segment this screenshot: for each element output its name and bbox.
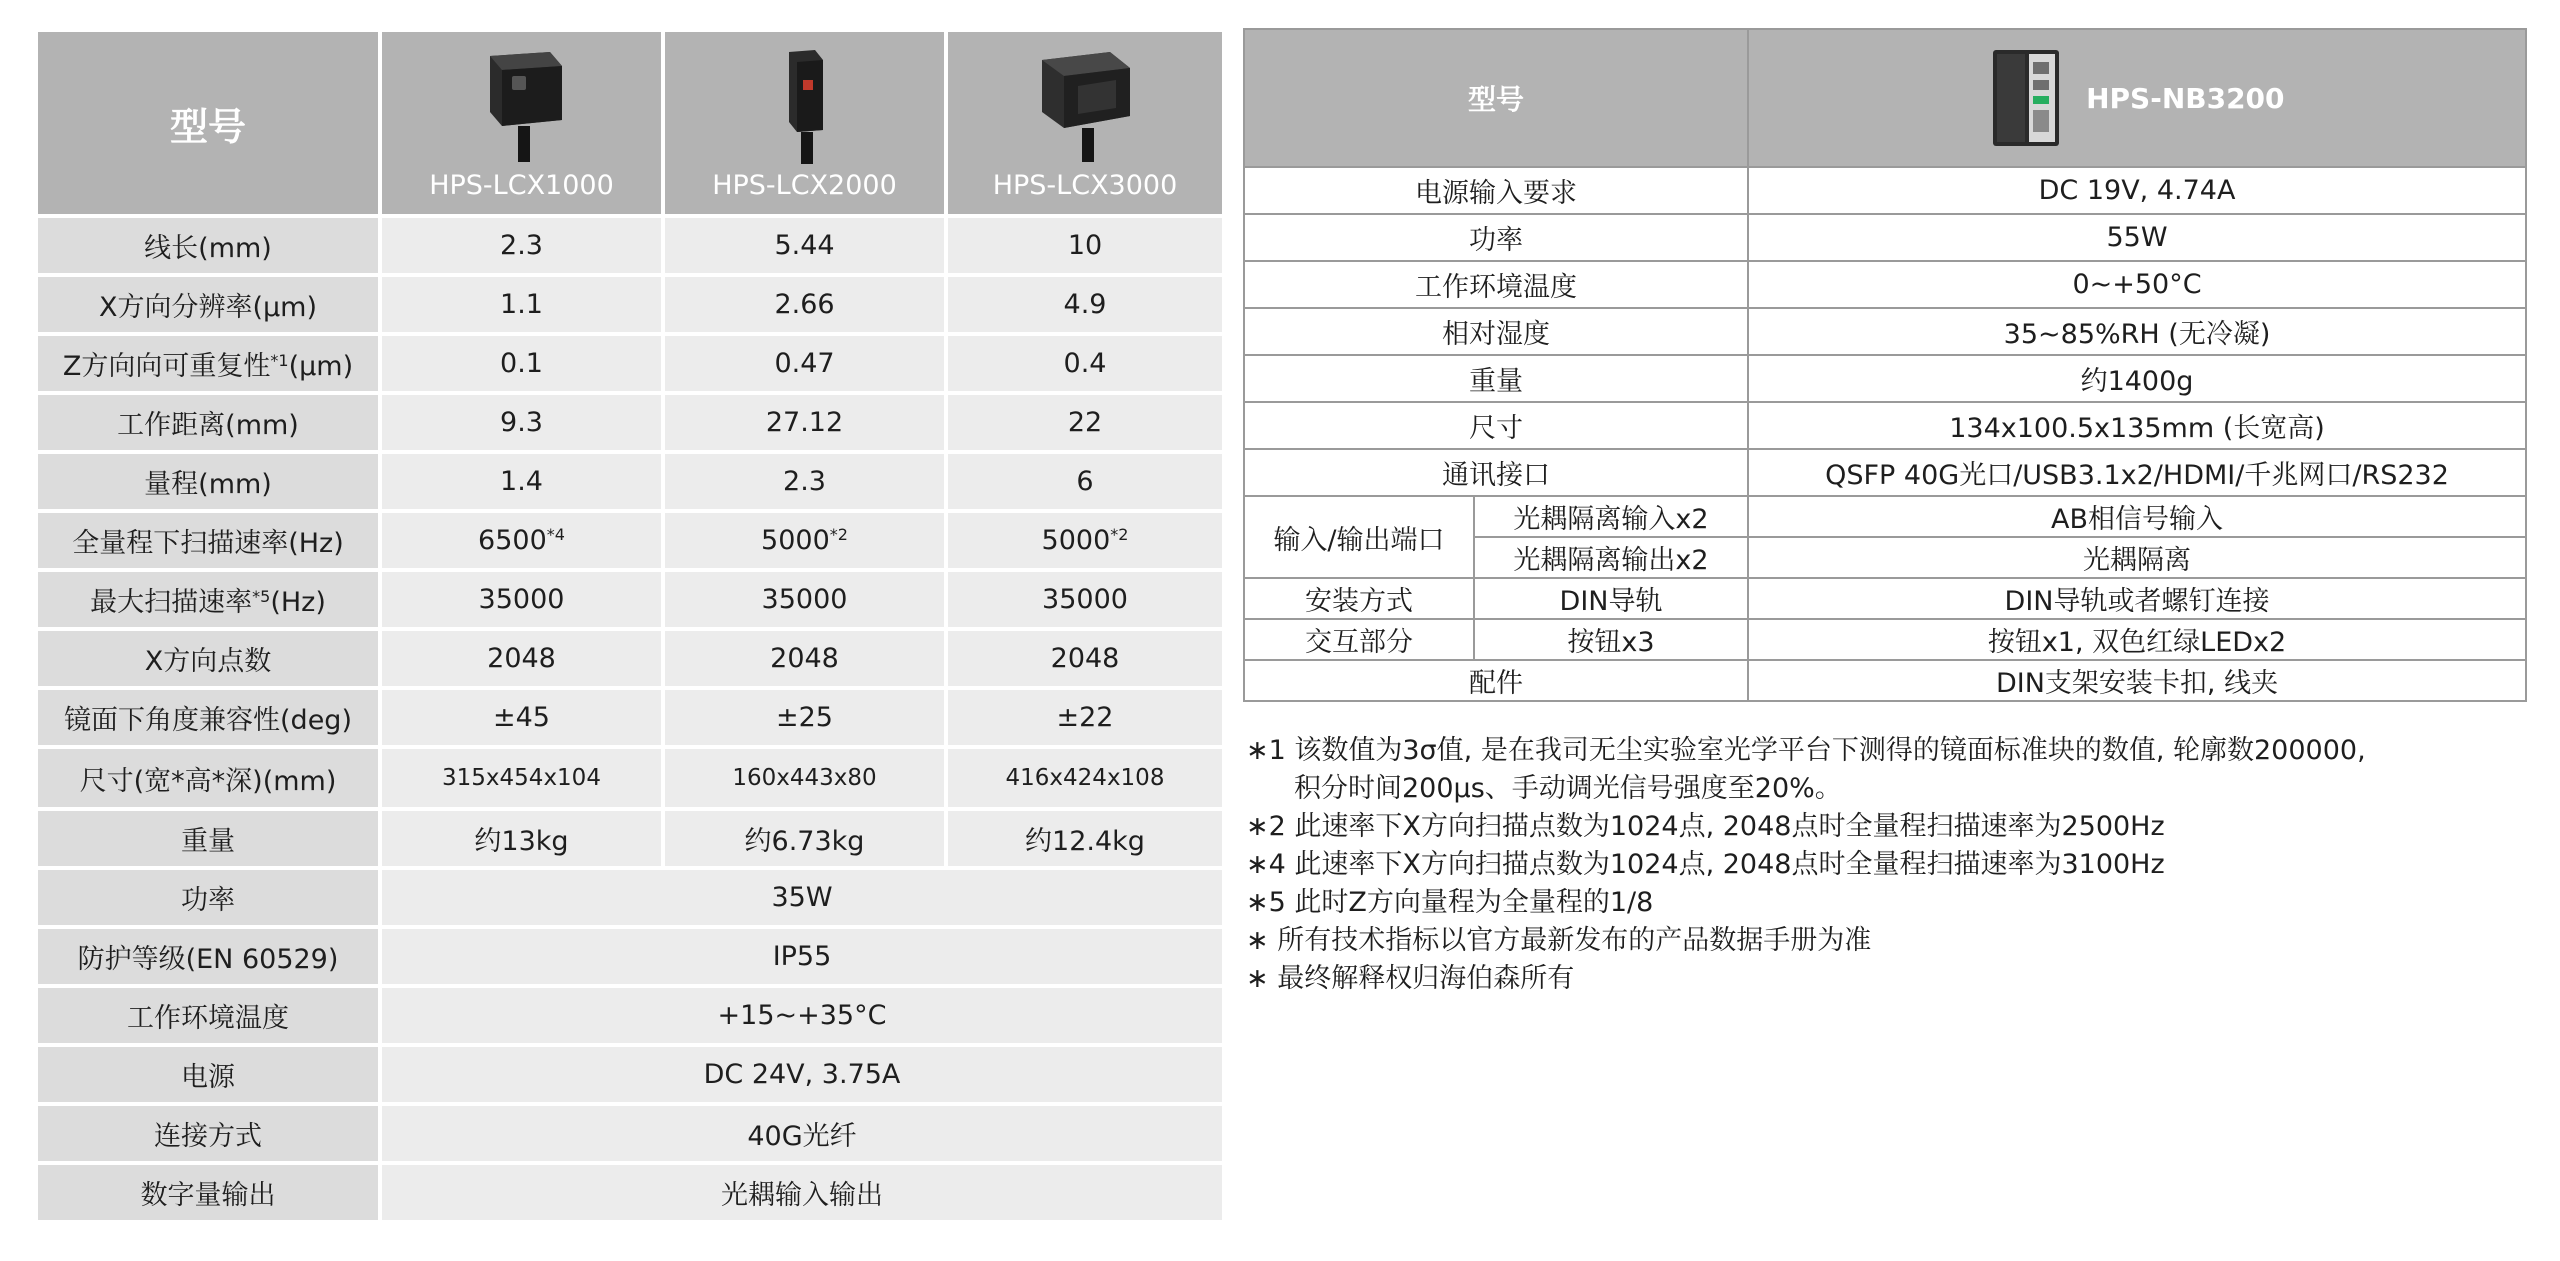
row-label-full-range-scan-rate: 全量程下扫描速率(Hz) xyxy=(36,511,380,570)
cell-value: DIN支架安装卡扣, 线夹 xyxy=(1748,660,2526,701)
footnotes xyxy=(1246,732,2546,998)
cell-value: AB相信号输入 xyxy=(1748,496,2526,537)
model-column-lcx1000 xyxy=(380,30,663,216)
cell-value: 约1400g xyxy=(1748,355,2526,402)
sensor-spec-table xyxy=(34,28,1226,1224)
value-main: 6500 xyxy=(478,525,547,556)
row-label-range: 量程(mm) xyxy=(36,452,380,511)
cell-value: 134x100.5x135mm (长宽高) xyxy=(1748,402,2526,449)
row-label-connection: 连接方式 xyxy=(36,1104,380,1163)
row-label-size: 尺寸 xyxy=(1244,402,1748,449)
cell-value: DC 19V, 4.74A xyxy=(1748,167,2526,214)
footnote-4: ∗4 此速率下X方向扫描点数为1024点, 2048点时全量程扫描速率为3100Hz xyxy=(1246,849,2165,880)
row-label-weight: 重量 xyxy=(1244,355,1748,402)
cell-value: ±25 xyxy=(663,688,946,747)
row-label-working-distance: 工作距离(mm) xyxy=(36,393,380,452)
cell-value: 2.3 xyxy=(663,452,946,511)
cell-value: 0.4 xyxy=(946,334,1224,393)
cell-value: 约13kg xyxy=(380,809,663,868)
cell-value: 9.3 xyxy=(380,393,663,452)
row-label-interaction: 交互部分 xyxy=(1244,619,1474,660)
controller-header-model-cell xyxy=(1748,29,2526,167)
footnote-1-line2: 积分时间200μs、手动调光信号强度至20%。 xyxy=(1294,773,1842,804)
row-label-z-repeatability xyxy=(36,334,380,393)
label-unit: (μm) xyxy=(288,351,354,382)
controller-header-label: 型号 xyxy=(1468,83,1525,116)
row-label-accessories: 配件 xyxy=(1244,660,1748,701)
model-name-lcx1000: HPS-LCX1000 xyxy=(429,169,614,201)
cell-value: 35000 xyxy=(946,570,1224,629)
row-label-power: 功率 xyxy=(1244,214,1748,261)
footnote-interpretation: ∗ 最终解释权归海伯森所有 xyxy=(1246,963,1575,994)
footnote-5: ∗5 此时Z方向量程为全量程的1/8 xyxy=(1246,887,1654,918)
row-label-dimensions: 尺寸(宽*高*深)(mm) xyxy=(36,747,380,809)
row-label-mounting: 安装方式 xyxy=(1244,578,1474,619)
row-label-temperature: 工作环境温度 xyxy=(36,986,380,1045)
cell-value: 1.4 xyxy=(380,452,663,511)
cell-value: 4.9 xyxy=(946,275,1224,334)
cell-value: 2.3 xyxy=(380,216,663,275)
row-label-input-requirement: 电源输入要求 xyxy=(1244,167,1748,214)
model-header-cell xyxy=(36,30,380,216)
footnote-marker: *2 xyxy=(829,525,848,544)
controller-header-label-cell xyxy=(1244,29,1748,167)
cell-value-shared: 35W xyxy=(380,868,1224,927)
footnote-marker: *5 xyxy=(252,587,271,606)
cell-value: 27.12 xyxy=(663,393,946,452)
cell-value: ±22 xyxy=(946,688,1224,747)
row-label-io-ports: 输入/输出端口 xyxy=(1244,496,1474,578)
cell-value: 5.44 xyxy=(663,216,946,275)
footnote-marker: *2 xyxy=(1110,525,1129,544)
cell-value: 光耦隔离 xyxy=(1748,537,2526,578)
sub-label-opto-input: 光耦隔离输入x2 xyxy=(1474,496,1748,537)
cell-value: 35000 xyxy=(380,570,663,629)
row-label-line-length: 线长(mm) xyxy=(36,216,380,275)
cell-value: 22 xyxy=(946,393,1224,452)
row-label-protection: 防护等级(EN 60529) xyxy=(36,927,380,986)
label-unit: (Hz) xyxy=(270,587,326,618)
cell-value: 按钮x1, 双色红绿LEDx2 xyxy=(1748,619,2526,660)
footnote-marker: *4 xyxy=(546,525,565,544)
controller-spec-table xyxy=(1243,28,2527,702)
cell-value: 160x443x80 xyxy=(663,747,946,809)
cell-value: 35000 xyxy=(663,570,946,629)
controller-model-name: HPS-NB3200 xyxy=(2086,81,2285,115)
cell-value-shared: 光耦输入输出 xyxy=(380,1163,1224,1222)
cell-value-shared: +15~+35°C xyxy=(380,986,1224,1045)
row-label-max-scan-rate xyxy=(36,570,380,629)
cell-value: 315x454x104 xyxy=(380,747,663,809)
model-column-lcx2000 xyxy=(663,30,946,216)
label-text: 最大扫描速率 xyxy=(90,587,253,618)
cell-value: 416x424x108 xyxy=(946,747,1224,809)
cell-value-shared: 40G光纤 xyxy=(380,1104,1224,1163)
model-name-lcx2000: HPS-LCX2000 xyxy=(712,169,897,201)
cell-value: 10 xyxy=(946,216,1224,275)
cell-value: 2.66 xyxy=(663,275,946,334)
label-text: Z方向向可重复性 xyxy=(62,351,271,382)
cell-value: 0~+50°C xyxy=(1748,261,2526,308)
footnote-1 xyxy=(1246,732,2546,808)
cell-value: DIN导轨或者螺钉连接 xyxy=(1748,578,2526,619)
controller-nb3200-image xyxy=(1989,46,2063,150)
cell-value xyxy=(663,511,946,570)
cell-value: 0.1 xyxy=(380,334,663,393)
row-label-temperature: 工作环境温度 xyxy=(1244,261,1748,308)
footnote-marker: *1 xyxy=(270,351,289,370)
cell-value: 0.47 xyxy=(663,334,946,393)
cell-value: 2048 xyxy=(380,629,663,688)
sub-label-buttons: 按钮x3 xyxy=(1474,619,1748,660)
cell-value: 6 xyxy=(946,452,1224,511)
model-name-lcx3000: HPS-LCX3000 xyxy=(992,169,1178,201)
cell-value: 2048 xyxy=(663,629,946,688)
footnote-spec-disclaimer: ∗ 所有技术指标以官方最新发布的产品数据手册为准 xyxy=(1246,925,1872,956)
footnote-1-line1: ∗1 该数值为3σ值, 是在我司无尘实验室光学平台下测得的镜面标准块的数值, 轮廓数200000, xyxy=(1246,735,2366,766)
value-main: 5000 xyxy=(761,525,830,556)
sub-label-opto-output: 光耦隔离输出x2 xyxy=(1474,537,1748,578)
sensor-lcx3000-image xyxy=(1030,46,1140,166)
cell-value: QSFP 40G光口/USB3.1x2/HDMI/千兆网口/RS232 xyxy=(1748,449,2526,496)
cell-value xyxy=(380,511,663,570)
cell-value: 约12.4kg xyxy=(946,809,1224,868)
sensor-lcx1000-image xyxy=(472,46,572,166)
cell-value-shared: IP55 xyxy=(380,927,1224,986)
row-label-power-supply: 电源 xyxy=(36,1045,380,1104)
cell-value: 约6.73kg xyxy=(663,809,946,868)
row-label-x-points: X方向点数 xyxy=(36,629,380,688)
row-label-x-resolution: X方向分辨率(μm) xyxy=(36,275,380,334)
sensor-lcx2000-image xyxy=(775,46,835,166)
footnote-2: ∗2 此速率下X方向扫描点数为1024点, 2048点时全量程扫描速率为2500Hz xyxy=(1246,811,2165,842)
row-label-humidity: 相对湿度 xyxy=(1244,308,1748,355)
cell-value: 2048 xyxy=(946,629,1224,688)
cell-value-shared: DC 24V, 3.75A xyxy=(380,1045,1224,1104)
cell-value xyxy=(946,511,1224,570)
model-header-label: 型号 xyxy=(169,104,246,149)
row-label-power: 功率 xyxy=(36,868,380,927)
cell-value: ±45 xyxy=(380,688,663,747)
cell-value: 1.1 xyxy=(380,275,663,334)
cell-value: 35~85%RH (无冷凝) xyxy=(1748,308,2526,355)
model-column-lcx3000 xyxy=(946,30,1224,216)
cell-value: 55W xyxy=(1748,214,2526,261)
row-label-interface: 通讯接口 xyxy=(1244,449,1748,496)
sub-label-din-rail: DIN导轨 xyxy=(1474,578,1748,619)
row-label-digital-output: 数字量输出 xyxy=(36,1163,380,1222)
row-label-angle-compatibility: 镜面下角度兼容性(deg) xyxy=(36,688,380,747)
row-label-weight: 重量 xyxy=(36,809,380,868)
value-main: 5000 xyxy=(1041,525,1111,556)
